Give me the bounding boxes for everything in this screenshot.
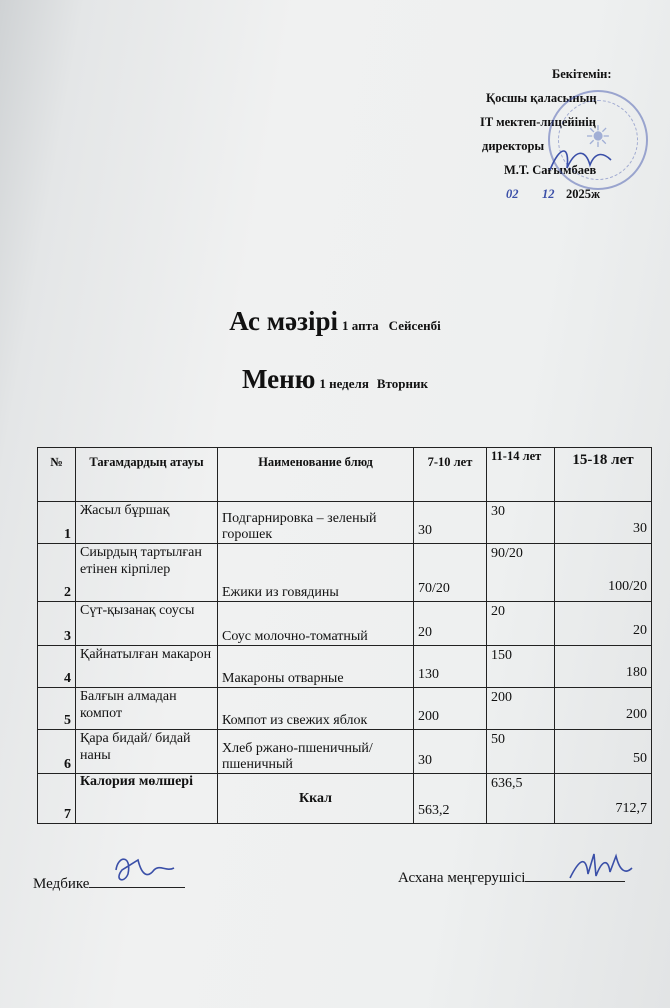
approval-date-day: 02	[506, 187, 519, 201]
row-name-ru: Хлеб ржано-пшеничный/пшеничный	[218, 730, 414, 774]
row-name-ru: Подгарнировка – зеленый горошек	[218, 502, 414, 544]
director-signature	[545, 140, 615, 180]
row-value-11-14: 50	[487, 730, 555, 774]
row-value-7-10: 563,2	[414, 774, 487, 824]
row-value-11-14: 90/20	[487, 544, 555, 602]
approval-date-month: 12	[542, 187, 555, 201]
approval-director-name: М.Т. Сағымбаев	[504, 163, 597, 177]
approval-heading: Бекітемін:	[552, 67, 612, 81]
table-row	[38, 502, 652, 544]
row-number: 3	[38, 602, 76, 646]
approval-date-year: 2025ж	[566, 187, 601, 201]
title-ru-week: 1 неделя	[319, 376, 369, 391]
row-value-7-10: 70/20	[414, 544, 487, 602]
row-name-kz: Қайнатылған макарон	[76, 646, 218, 688]
row-name-ru: Ежики из говядины	[218, 544, 414, 602]
row-value-7-10: 30	[414, 730, 487, 774]
approval-school: IT мектеп-лицейінің	[480, 115, 596, 129]
title-kz-main: Ас мәзірі	[229, 306, 339, 336]
nurse-signature	[108, 850, 178, 890]
title-kazakh	[0, 306, 670, 337]
row-value-15-18: 200	[555, 688, 652, 730]
title-russian	[0, 364, 670, 395]
menu-table	[37, 447, 652, 824]
approval-city: Қосшы қаласының	[486, 91, 597, 105]
row-name-kz: Жасыл бұршақ	[76, 502, 218, 544]
header-age-7-10: 7-10 лет	[414, 448, 487, 502]
canteen-label: Асхана меңгерушісі	[398, 870, 526, 886]
row-name-kz: Сүт-қызанақ соусы	[76, 602, 218, 646]
table-header-row	[38, 448, 652, 502]
row-name-kz: Қара бидай/ бидай наны	[76, 730, 218, 774]
row-value-11-14: 636,5	[487, 774, 555, 824]
header-name-ru: Наименование блюд	[218, 448, 414, 502]
row-value-7-10: 130	[414, 646, 487, 688]
header-name-kz: Тағамдардың атауы	[76, 448, 218, 502]
row-number: 6	[38, 730, 76, 774]
row-name-ru: Макароны отварные	[218, 646, 414, 688]
row-value-15-18: 20	[555, 602, 652, 646]
row-value-7-10: 30	[414, 502, 487, 544]
row-number: 2	[38, 544, 76, 602]
row-number: 7	[38, 774, 76, 824]
row-value-15-18: 30	[555, 502, 652, 544]
row-value-11-14: 200	[487, 688, 555, 730]
canteen-signature	[566, 848, 636, 888]
table-row	[38, 544, 652, 602]
row-number: 4	[38, 646, 76, 688]
row-value-15-18: 50	[555, 730, 652, 774]
row-name-ru: Компот из свежих яблок	[218, 688, 414, 730]
table-row	[38, 774, 652, 824]
row-value-7-10: 20	[414, 602, 487, 646]
title-ru-day: Вторник	[376, 376, 428, 391]
title-ru-main: Меню	[242, 364, 316, 394]
nurse-label: Медбике	[33, 876, 90, 892]
row-value-15-18: 180	[555, 646, 652, 688]
row-number: 1	[38, 502, 76, 544]
row-value-15-18: 100/20	[555, 544, 652, 602]
row-number: 5	[38, 688, 76, 730]
table-row	[38, 730, 652, 774]
row-value-11-14: 30	[487, 502, 555, 544]
table-row	[38, 646, 652, 688]
row-name-kz: Калория мөлшері	[76, 774, 218, 824]
row-value-11-14: 20	[487, 602, 555, 646]
table-row	[38, 688, 652, 730]
approval-position: директоры	[482, 139, 545, 153]
header-age-11-14: 11-14 лет	[487, 448, 555, 502]
header-age-15-18: 15-18 лет	[555, 448, 652, 502]
row-name-kz: Балғын алмадан компот	[76, 688, 218, 730]
row-name-ru: Ккал	[218, 774, 414, 824]
row-value-15-18: 712,7	[555, 774, 652, 824]
title-kz-week: 1 апта	[342, 318, 379, 333]
row-name-ru: Соус молочно-томатный	[218, 602, 414, 646]
row-name-kz: Сиырдың тартылған етінен кірпілер	[76, 544, 218, 602]
title-kz-day: Сейсенбі	[388, 318, 441, 333]
header-num: №	[38, 448, 76, 502]
row-value-7-10: 200	[414, 688, 487, 730]
row-value-11-14: 150	[487, 646, 555, 688]
table-row	[38, 602, 652, 646]
